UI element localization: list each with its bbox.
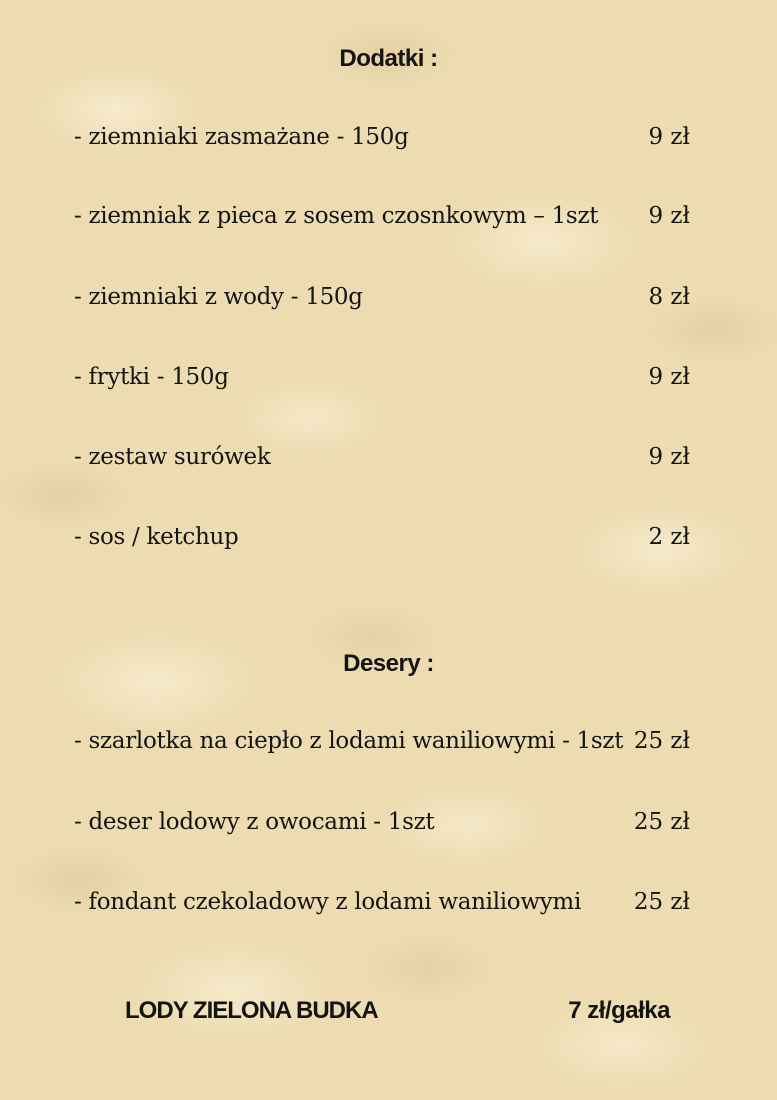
menu-item-label: - frytki - 150g bbox=[74, 364, 229, 390]
menu-item-price: 9 zł bbox=[648, 203, 690, 229]
menu-item-label: - zestaw surówek bbox=[74, 444, 271, 470]
footer-label: LODY ZIELONA BUDKA bbox=[125, 997, 378, 1024]
menu-item-label: - ziemniak z pieca z sosem czosnkowym – 1szt bbox=[74, 203, 599, 229]
menu-item-price: 2 zł bbox=[648, 524, 690, 550]
menu-item-price: 9 zł bbox=[648, 364, 690, 390]
menu-item-label: - fondant czekoladowy z lodami waniliowymi bbox=[74, 889, 582, 915]
menu-item-price: 9 zł bbox=[648, 124, 690, 150]
menu-item-label: - deser lodowy z owocami - 1szt bbox=[74, 809, 435, 835]
section-heading-dodatki: Dodatki : bbox=[339, 45, 438, 72]
footer-price: 7 zł/gałka bbox=[568, 997, 670, 1024]
menu-item-price: 25 zł bbox=[633, 809, 690, 835]
menu-item-label: - ziemniaki z wody - 150g bbox=[74, 284, 363, 310]
menu-item-label: - szarlotka na ciepło z lodami waniliowymi - 1szt bbox=[74, 728, 624, 754]
menu-item-price: 8 zł bbox=[648, 284, 690, 310]
menu-item-price: 9 zł bbox=[648, 444, 690, 470]
menu-item-price: 25 zł bbox=[633, 728, 690, 754]
menu-item-price: 25 zł bbox=[633, 889, 690, 915]
menu-item-label: - ziemniaki zasmażane - 150g bbox=[74, 124, 409, 150]
menu-item-label: - sos / ketchup bbox=[74, 524, 239, 550]
section-heading-desery: Desery : bbox=[343, 650, 434, 677]
